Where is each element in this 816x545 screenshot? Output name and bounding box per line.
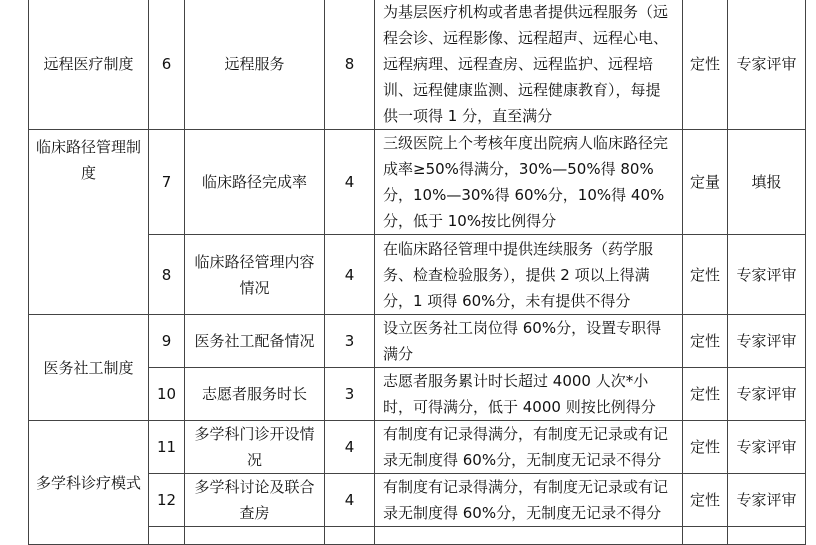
item-cell: 远程服务 xyxy=(185,0,325,130)
evaluation-table xyxy=(28,0,806,545)
type-cell: 定性 xyxy=(683,0,728,130)
score-cell: 4 xyxy=(325,130,375,235)
method-cell: 专家评审 xyxy=(728,474,806,527)
method-cell: 专家评审 xyxy=(728,315,806,368)
index-cell: 10 xyxy=(149,368,185,421)
criteria-cell: 为基层医疗机构或者患者提供远程服务（远程会诊、远程影像、远程超声、远程心电、远程病理、远程查房、远程监护、远程培训、远程健康监测、远程健康教育），每提供一项得 1 分，直至满分 xyxy=(375,0,683,130)
criteria-cell: 三级医院上个考核年度出院病人临床路径完成率≥50%得满分，30%—50%得 80%分，10%—30%得 60%分，10%得 40%分，低于 10%按比例得分 xyxy=(375,130,683,235)
table-row xyxy=(29,130,806,235)
criteria-cell: 志愿者服务累计时长超过 4000 人次*小时，可得满分，低于 4000 则按比例得分 xyxy=(375,368,683,421)
item-cell: 志愿者服务时长 xyxy=(185,368,325,421)
score-cell: 3 xyxy=(325,368,375,421)
empty-cell xyxy=(683,527,728,545)
type-cell: 定性 xyxy=(683,235,728,315)
criteria-cell: 有制度有记录得满分，有制度无记录或有记录无制度得 60%分，无制度无记录不得分 xyxy=(375,474,683,527)
item-cell: 临床路径完成率 xyxy=(185,130,325,235)
type-cell: 定性 xyxy=(683,474,728,527)
empty-cell xyxy=(185,527,325,545)
score-cell: 4 xyxy=(325,421,375,474)
index-cell: 12 xyxy=(149,474,185,527)
item-cell: 临床路径管理内容情况 xyxy=(185,235,325,315)
type-cell: 定性 xyxy=(683,368,728,421)
index-cell: 6 xyxy=(149,0,185,130)
category-cell: 医务社工制度 xyxy=(29,315,149,421)
table-row xyxy=(29,315,806,368)
empty-cell xyxy=(149,527,185,545)
criteria-cell: 在临床路径管理中提供连续服务（药学服务、检查检验服务），提供 2 项以上得满分，1 项得 60%分，未有提供不得分 xyxy=(375,235,683,315)
category-cell: 临床路径管理制度 xyxy=(29,130,149,315)
score-cell: 4 xyxy=(325,474,375,527)
index-cell: 11 xyxy=(149,421,185,474)
type-cell: 定性 xyxy=(683,315,728,368)
score-cell: 8 xyxy=(325,0,375,130)
type-cell: 定量 xyxy=(683,130,728,235)
category-cell: 多学科诊疗模式 xyxy=(29,421,149,545)
empty-cell xyxy=(728,527,806,545)
score-cell: 4 xyxy=(325,235,375,315)
table-row xyxy=(29,421,806,474)
criteria-cell: 设立医务社工岗位得 60%分，设置专职得满分 xyxy=(375,315,683,368)
index-cell: 9 xyxy=(149,315,185,368)
category-cell: 远程医疗制度 xyxy=(29,0,149,130)
empty-cell xyxy=(375,527,683,545)
score-cell: 3 xyxy=(325,315,375,368)
item-cell: 医务社工配备情况 xyxy=(185,315,325,368)
method-cell: 专家评审 xyxy=(728,0,806,130)
method-cell: 专家评审 xyxy=(728,421,806,474)
index-cell: 7 xyxy=(149,130,185,235)
criteria-cell: 有制度有记录得满分，有制度无记录或有记录无制度得 60%分，无制度无记录不得分 xyxy=(375,421,683,474)
type-cell: 定性 xyxy=(683,421,728,474)
item-cell: 多学科讨论及联合查房 xyxy=(185,474,325,527)
method-cell: 专家评审 xyxy=(728,235,806,315)
item-cell: 多学科门诊开设情况 xyxy=(185,421,325,474)
empty-cell xyxy=(325,527,375,545)
method-cell: 填报 xyxy=(728,130,806,235)
method-cell: 专家评审 xyxy=(728,368,806,421)
table-row xyxy=(29,0,806,130)
index-cell: 8 xyxy=(149,235,185,315)
